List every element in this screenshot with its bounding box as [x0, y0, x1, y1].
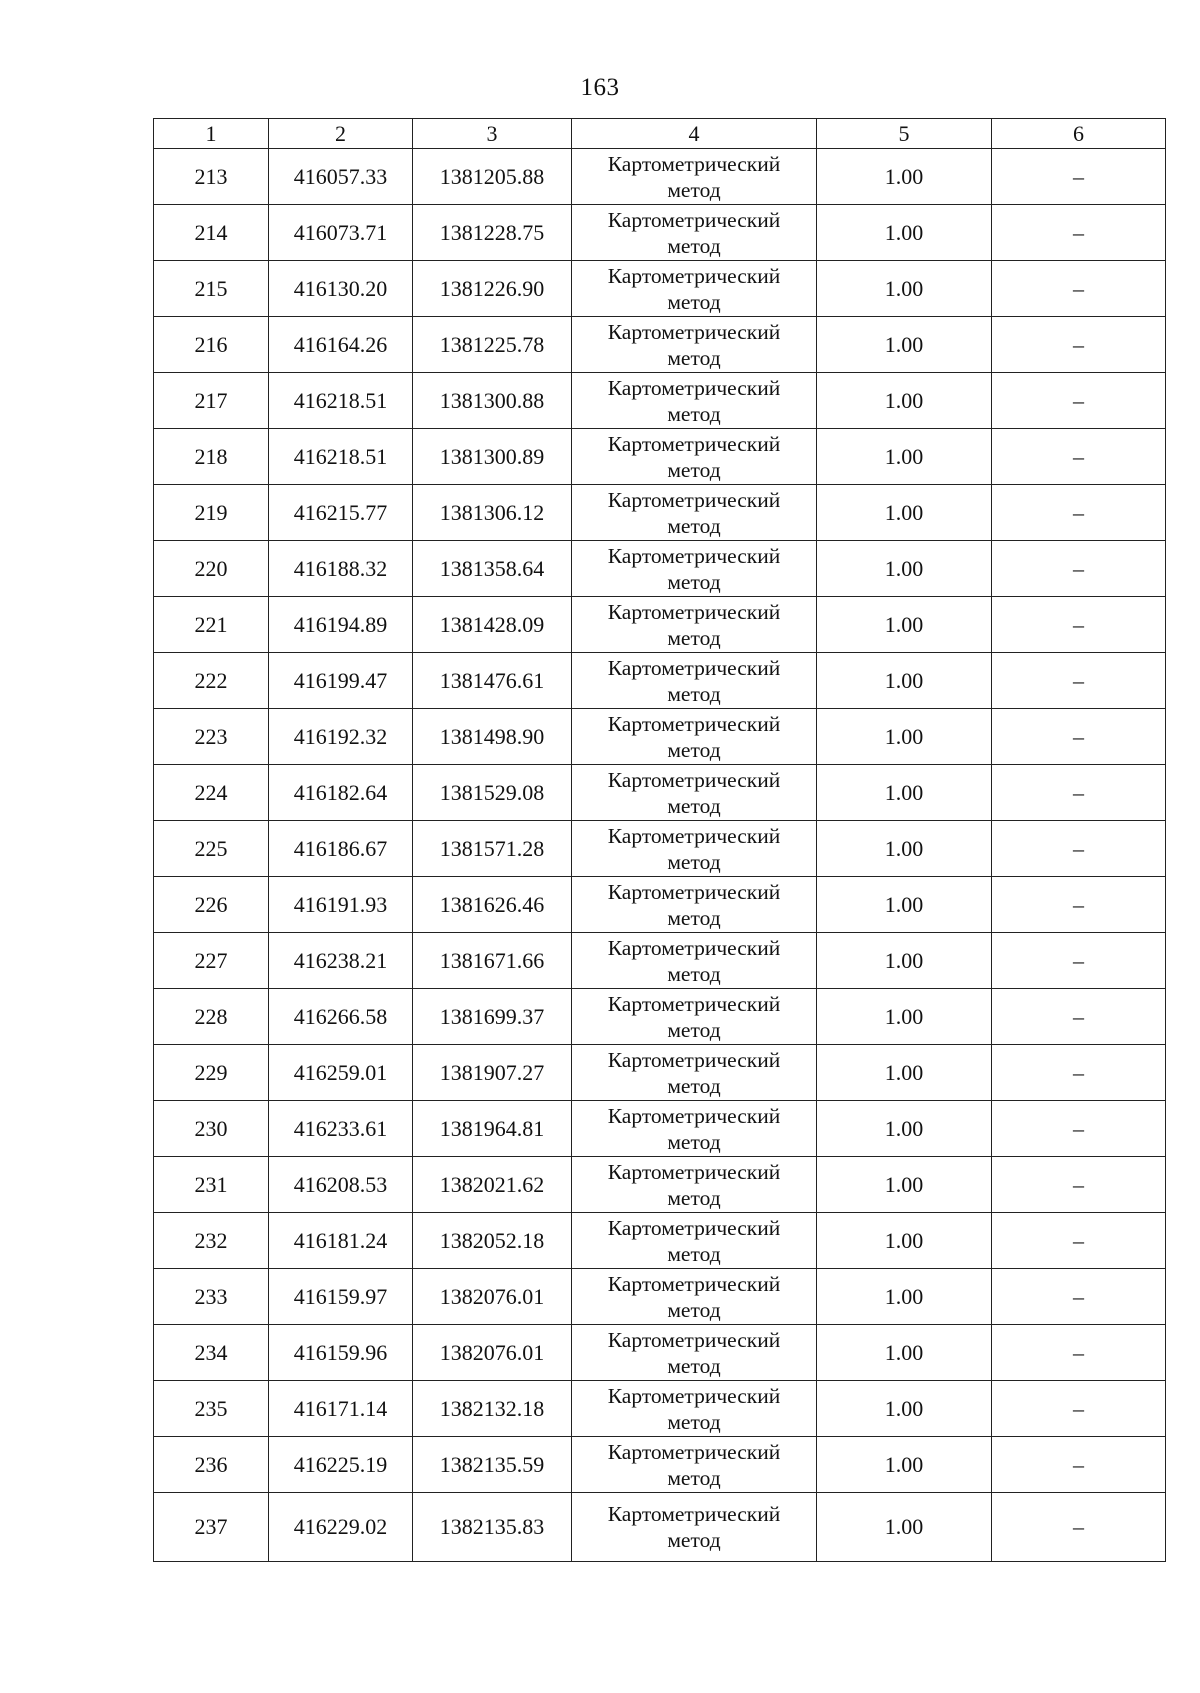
method-cell: [572, 1269, 817, 1325]
method-line-1: Картометрический: [607, 1439, 781, 1464]
x-coordinate-cell: 416171.14: [269, 1381, 413, 1437]
point-number-cell: 214: [154, 205, 269, 261]
x-coordinate-cell: 416238.21: [269, 933, 413, 989]
y-coordinate-cell: 1381476.61: [413, 653, 572, 709]
point-number-cell: 229: [154, 1045, 269, 1101]
method-line-1: Картометрический: [607, 319, 781, 344]
point-number-cell: 216: [154, 317, 269, 373]
y-coordinate-cell: 1381300.89: [413, 429, 572, 485]
method-cell: [572, 1325, 817, 1381]
point-number-cell: 230: [154, 1101, 269, 1157]
point-number-cell: 227: [154, 933, 269, 989]
point-number-cell: 215: [154, 261, 269, 317]
method-line-1: Картометрический: [607, 991, 781, 1016]
x-coordinate-cell: 416181.24: [269, 1213, 413, 1269]
point-number-cell: 232: [154, 1213, 269, 1269]
y-coordinate-cell: 1381225.78: [413, 317, 572, 373]
accuracy-cell: 1.00: [817, 261, 992, 317]
method-line-2: метод: [667, 1129, 721, 1154]
y-coordinate-cell: 1381358.64: [413, 541, 572, 597]
x-coordinate-cell: 416266.58: [269, 989, 413, 1045]
method-line-2: метод: [667, 1353, 721, 1378]
method-line-2: метод: [667, 625, 721, 650]
point-number-cell: 228: [154, 989, 269, 1045]
y-coordinate-cell: 1381699.37: [413, 989, 572, 1045]
method-line-2: метод: [667, 401, 721, 426]
method-line-1: Картометрический: [607, 1215, 781, 1240]
y-coordinate-cell: 1382021.62: [413, 1157, 572, 1213]
accuracy-cell: 1.00: [817, 205, 992, 261]
method-line-1: Картометрический: [607, 263, 781, 288]
method-cell: [572, 1381, 817, 1437]
y-coordinate-cell: 1381907.27: [413, 1045, 572, 1101]
y-coordinate-cell: 1381205.88: [413, 149, 572, 205]
method-line-1: Картометрический: [607, 935, 781, 960]
x-coordinate-cell: 416229.02: [269, 1493, 413, 1562]
table-row: [154, 1493, 1166, 1562]
table-row: [154, 1157, 1166, 1213]
point-number-cell: 234: [154, 1325, 269, 1381]
method-line-1: Картометрический: [607, 599, 781, 624]
y-coordinate-cell: 1381300.88: [413, 373, 572, 429]
table-row: [154, 205, 1166, 261]
method-line-1: Картометрический: [607, 151, 781, 176]
method-line-1: Картометрический: [607, 711, 781, 736]
method-cell: [572, 485, 817, 541]
method-line-2: метод: [667, 1017, 721, 1042]
x-coordinate-cell: 416191.93: [269, 877, 413, 933]
note-cell: –: [992, 261, 1166, 317]
table-row: [154, 485, 1166, 541]
method-line-1: Картометрический: [607, 1159, 781, 1184]
y-coordinate-cell: 1382132.18: [413, 1381, 572, 1437]
table-row: [154, 597, 1166, 653]
method-line-2: метод: [667, 1185, 721, 1210]
method-cell: [572, 541, 817, 597]
x-coordinate-cell: 416057.33: [269, 149, 413, 205]
x-coordinate-cell: 416159.96: [269, 1325, 413, 1381]
note-cell: –: [992, 317, 1166, 373]
method-line-1: Картометрический: [607, 543, 781, 568]
note-cell: –: [992, 1213, 1166, 1269]
y-coordinate-cell: 1382135.59: [413, 1437, 572, 1493]
accuracy-cell: 1.00: [817, 765, 992, 821]
point-number-cell: 217: [154, 373, 269, 429]
method-line-2: метод: [667, 1297, 721, 1322]
x-coordinate-cell: 416130.20: [269, 261, 413, 317]
x-coordinate-cell: 416218.51: [269, 373, 413, 429]
accuracy-cell: 1.00: [817, 1045, 992, 1101]
x-coordinate-cell: 416188.32: [269, 541, 413, 597]
point-number-cell: 224: [154, 765, 269, 821]
column-header-6: 6: [992, 119, 1166, 149]
table-row: [154, 261, 1166, 317]
method-cell: [572, 597, 817, 653]
note-cell: –: [992, 429, 1166, 485]
table-row: [154, 373, 1166, 429]
method-cell: [572, 933, 817, 989]
note-cell: –: [992, 709, 1166, 765]
accuracy-cell: 1.00: [817, 821, 992, 877]
x-coordinate-cell: 416208.53: [269, 1157, 413, 1213]
note-cell: –: [992, 1381, 1166, 1437]
accuracy-cell: 1.00: [817, 709, 992, 765]
point-number-cell: 235: [154, 1381, 269, 1437]
table-row: [154, 149, 1166, 205]
method-cell: [572, 1157, 817, 1213]
method-line-2: метод: [667, 905, 721, 930]
coordinates-table: [153, 118, 1166, 1562]
note-cell: –: [992, 989, 1166, 1045]
x-coordinate-cell: 416192.32: [269, 709, 413, 765]
column-header-5: 5: [817, 119, 992, 149]
accuracy-cell: 1.00: [817, 933, 992, 989]
note-cell: –: [992, 485, 1166, 541]
method-cell: [572, 1045, 817, 1101]
note-cell: –: [992, 1493, 1166, 1562]
table-row: [154, 1045, 1166, 1101]
table-row: [154, 1381, 1166, 1437]
point-number-cell: 218: [154, 429, 269, 485]
method-cell: [572, 205, 817, 261]
method-cell: [572, 653, 817, 709]
x-coordinate-cell: 416218.51: [269, 429, 413, 485]
method-cell: [572, 821, 817, 877]
x-coordinate-cell: 416259.01: [269, 1045, 413, 1101]
note-cell: –: [992, 877, 1166, 933]
table-row: [154, 653, 1166, 709]
table-row: [154, 709, 1166, 765]
accuracy-cell: 1.00: [817, 877, 992, 933]
method-cell: [572, 989, 817, 1045]
x-coordinate-cell: 416159.97: [269, 1269, 413, 1325]
method-line-1: Картометрический: [607, 487, 781, 512]
page-number: 163: [580, 74, 620, 101]
y-coordinate-cell: 1381226.90: [413, 261, 572, 317]
method-cell: [572, 149, 817, 205]
x-coordinate-cell: 416215.77: [269, 485, 413, 541]
note-cell: –: [992, 1437, 1166, 1493]
method-line-1: Картометрический: [607, 431, 781, 456]
method-cell: [572, 429, 817, 485]
method-line-2: метод: [667, 849, 721, 874]
table-row: [154, 1325, 1166, 1381]
accuracy-cell: 1.00: [817, 429, 992, 485]
y-coordinate-cell: 1381964.81: [413, 1101, 572, 1157]
y-coordinate-cell: 1381306.12: [413, 485, 572, 541]
note-cell: –: [992, 1325, 1166, 1381]
y-coordinate-cell: 1381228.75: [413, 205, 572, 261]
note-cell: –: [992, 373, 1166, 429]
note-cell: –: [992, 205, 1166, 261]
accuracy-cell: 1.00: [817, 1325, 992, 1381]
table-row: [154, 317, 1166, 373]
accuracy-cell: 1.00: [817, 485, 992, 541]
method-line-2: метод: [667, 793, 721, 818]
method-line-2: метод: [667, 1241, 721, 1266]
x-coordinate-cell: 416073.71: [269, 205, 413, 261]
point-number-cell: 219: [154, 485, 269, 541]
method-cell: [572, 709, 817, 765]
x-coordinate-cell: 416194.89: [269, 597, 413, 653]
accuracy-cell: 1.00: [817, 1157, 992, 1213]
point-number-cell: 213: [154, 149, 269, 205]
method-line-2: метод: [667, 345, 721, 370]
table-row: [154, 989, 1166, 1045]
x-coordinate-cell: 416186.67: [269, 821, 413, 877]
note-cell: –: [992, 1269, 1166, 1325]
table-row: [154, 1101, 1166, 1157]
point-number-cell: 223: [154, 709, 269, 765]
accuracy-cell: 1.00: [817, 1213, 992, 1269]
note-cell: –: [992, 1045, 1166, 1101]
method-cell: [572, 1437, 817, 1493]
column-header-4: 4: [572, 119, 817, 149]
column-header-1: 1: [154, 119, 269, 149]
accuracy-cell: 1.00: [817, 541, 992, 597]
x-coordinate-cell: 416182.64: [269, 765, 413, 821]
method-cell: [572, 373, 817, 429]
header-row: [154, 119, 1166, 149]
note-cell: –: [992, 541, 1166, 597]
method-line-1: Картометрический: [607, 655, 781, 680]
method-line-1: Картометрический: [607, 823, 781, 848]
note-cell: –: [992, 149, 1166, 205]
note-cell: –: [992, 821, 1166, 877]
accuracy-cell: 1.00: [817, 1437, 992, 1493]
method-line-1: Картометрический: [607, 1327, 781, 1352]
accuracy-cell: 1.00: [817, 317, 992, 373]
x-coordinate-cell: 416233.61: [269, 1101, 413, 1157]
table-row: [154, 541, 1166, 597]
table-row: [154, 429, 1166, 485]
method-line-1: Картометрический: [607, 1047, 781, 1072]
method-line-2: метод: [667, 513, 721, 538]
y-coordinate-cell: 1382076.01: [413, 1269, 572, 1325]
point-number-cell: 220: [154, 541, 269, 597]
note-cell: –: [992, 933, 1166, 989]
method-line-2: метод: [667, 737, 721, 762]
method-line-1: Картометрический: [607, 767, 781, 792]
x-coordinate-cell: 416164.26: [269, 317, 413, 373]
accuracy-cell: 1.00: [817, 149, 992, 205]
point-number-cell: 221: [154, 597, 269, 653]
accuracy-cell: 1.00: [817, 1493, 992, 1562]
note-cell: –: [992, 1157, 1166, 1213]
y-coordinate-cell: 1382135.83: [413, 1493, 572, 1562]
y-coordinate-cell: 1381529.08: [413, 765, 572, 821]
method-cell: [572, 1493, 817, 1562]
point-number-cell: 222: [154, 653, 269, 709]
method-cell: [572, 765, 817, 821]
method-line-2: метод: [667, 1409, 721, 1434]
method-line-2: метод: [667, 1073, 721, 1098]
y-coordinate-cell: 1382076.01: [413, 1325, 572, 1381]
note-cell: –: [992, 597, 1166, 653]
x-coordinate-cell: 416225.19: [269, 1437, 413, 1493]
table-body: [154, 149, 1166, 1562]
table-row: [154, 877, 1166, 933]
method-line-2: метод: [667, 233, 721, 258]
method-line-1: Картометрический: [607, 1103, 781, 1128]
note-cell: –: [992, 765, 1166, 821]
method-cell: [572, 1101, 817, 1157]
accuracy-cell: 1.00: [817, 373, 992, 429]
column-header-2: 2: [269, 119, 413, 149]
accuracy-cell: 1.00: [817, 1101, 992, 1157]
table-row: [154, 1269, 1166, 1325]
y-coordinate-cell: 1381671.66: [413, 933, 572, 989]
method-line-2: метод: [667, 569, 721, 594]
y-coordinate-cell: 1381626.46: [413, 877, 572, 933]
method-line-2: метод: [667, 457, 721, 482]
method-line-1: Картометрический: [607, 1271, 781, 1296]
method-line-1: Картометрический: [607, 1502, 781, 1526]
accuracy-cell: 1.00: [817, 1269, 992, 1325]
method-line-2: метод: [667, 177, 721, 202]
method-line-1: Картометрический: [607, 207, 781, 232]
method-line-1: Картометрический: [607, 1383, 781, 1408]
y-coordinate-cell: 1381498.90: [413, 709, 572, 765]
y-coordinate-cell: 1381428.09: [413, 597, 572, 653]
table-row: [154, 1437, 1166, 1493]
point-number-cell: 226: [154, 877, 269, 933]
x-coordinate-cell: 416199.47: [269, 653, 413, 709]
accuracy-cell: 1.00: [817, 597, 992, 653]
accuracy-cell: 1.00: [817, 653, 992, 709]
point-number-cell: 237: [154, 1493, 269, 1562]
note-cell: –: [992, 653, 1166, 709]
point-number-cell: 231: [154, 1157, 269, 1213]
method-line-2: метод: [667, 961, 721, 986]
method-line-2: метод: [667, 1465, 721, 1490]
table-row: [154, 933, 1166, 989]
table-row: [154, 765, 1166, 821]
accuracy-cell: 1.00: [817, 1381, 992, 1437]
method-cell: [572, 1213, 817, 1269]
method-line-1: Картометрический: [607, 375, 781, 400]
point-number-cell: 225: [154, 821, 269, 877]
method-line-2: метод: [667, 1528, 721, 1552]
note-cell: –: [992, 1101, 1166, 1157]
method-cell: [572, 261, 817, 317]
table-row: [154, 821, 1166, 877]
table-header: [154, 119, 1166, 149]
table-row: [154, 1213, 1166, 1269]
y-coordinate-cell: 1381571.28: [413, 821, 572, 877]
method-cell: [572, 877, 817, 933]
column-header-3: 3: [413, 119, 572, 149]
method-line-2: метод: [667, 289, 721, 314]
point-number-cell: 236: [154, 1437, 269, 1493]
method-line-2: метод: [667, 681, 721, 706]
method-line-1: Картометрический: [607, 879, 781, 904]
accuracy-cell: 1.00: [817, 989, 992, 1045]
method-cell: [572, 317, 817, 373]
y-coordinate-cell: 1382052.18: [413, 1213, 572, 1269]
point-number-cell: 233: [154, 1269, 269, 1325]
